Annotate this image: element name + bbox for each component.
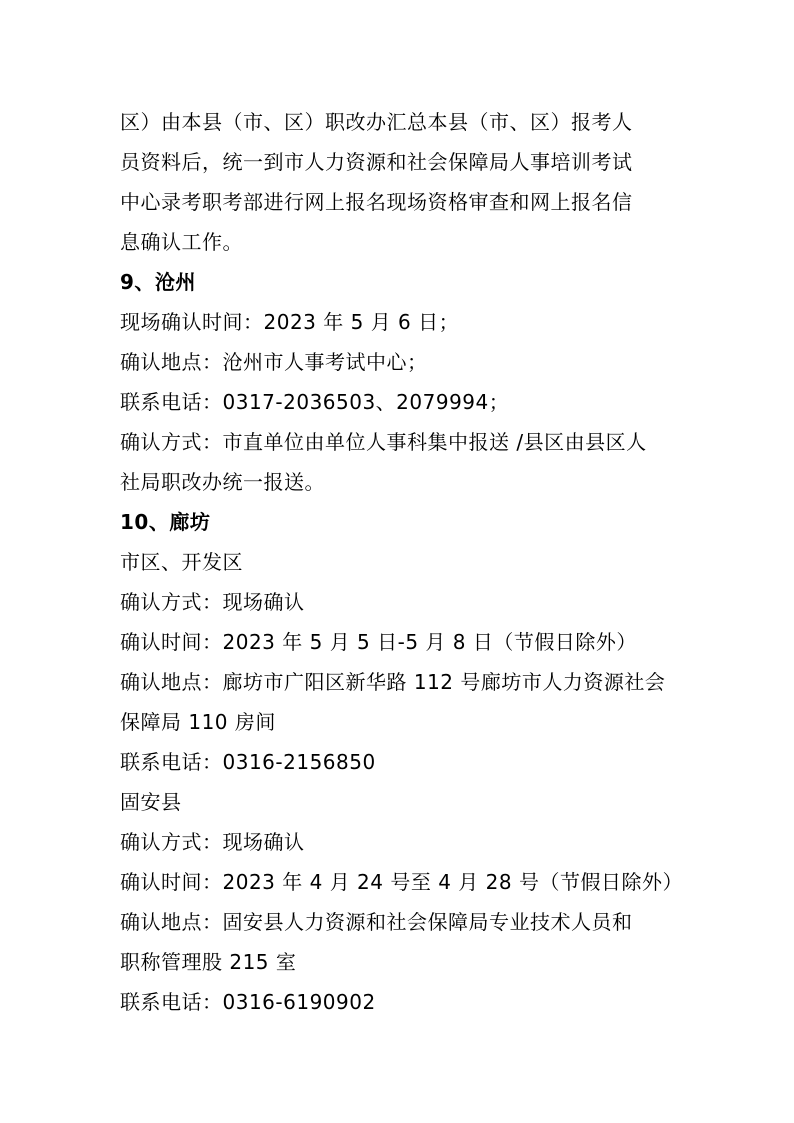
langfang-district-place-cont: 保障局 110 房间 xyxy=(120,710,276,734)
paragraph-line: 员资料后，统一到市人力资源和社会保障局人事培训考试 xyxy=(120,150,633,174)
paragraph-line: 区）由本县（市、区）职改办汇总本县（市、区）报考人 xyxy=(120,110,633,134)
langfang-district-time: 确认时间：2023 年 5 月 5 日-5 月 8 日（节假日除外） xyxy=(120,630,637,654)
paragraph-line: 息确认工作。 xyxy=(120,230,243,254)
cangzhou-place: 确认地点：沧州市人事考试中心； xyxy=(120,350,428,374)
guan-county-place: 确认地点：固安县人力资源和社会保障局专业技术人员和 xyxy=(120,910,633,934)
guan-county-time: 确认时间：2023 年 4 月 24 号至 4 月 28 号（节假日除外） xyxy=(120,870,683,894)
guan-county-place-cont: 职称管理股 215 室 xyxy=(120,950,297,974)
section-heading-cangzhou: 9、沧州 xyxy=(120,270,196,294)
langfang-district-place: 确认地点：廊坊市广阳区新华路 112 号廊坊市人力资源社会 xyxy=(120,670,666,694)
guan-county-phone: 联系电话：0316-6190902 xyxy=(120,990,376,1014)
cangzhou-phone: 联系电话：0317-2036503、2079994； xyxy=(120,390,510,414)
cangzhou-time: 现场确认时间：2023 年 5 月 6 日； xyxy=(120,310,460,334)
paragraph-line: 中心录考职考部进行网上报名现场资格审查和网上报名信 xyxy=(120,190,633,214)
langfang-district-method: 确认方式：现场确认 xyxy=(120,590,305,614)
guan-county-name: 固安县 xyxy=(120,790,182,814)
section-heading-langfang: 10、廊坊 xyxy=(120,510,211,534)
langfang-district-name: 市区、开发区 xyxy=(120,550,243,574)
langfang-district-phone: 联系电话：0316-2156850 xyxy=(120,750,376,774)
guan-county-method: 确认方式：现场确认 xyxy=(120,830,305,854)
cangzhou-method: 确认方式：市直单位由单位人事科集中报送 /县区由县区人 xyxy=(120,430,647,454)
cangzhou-method-cont: 社局职改办统一报送。 xyxy=(120,470,325,494)
